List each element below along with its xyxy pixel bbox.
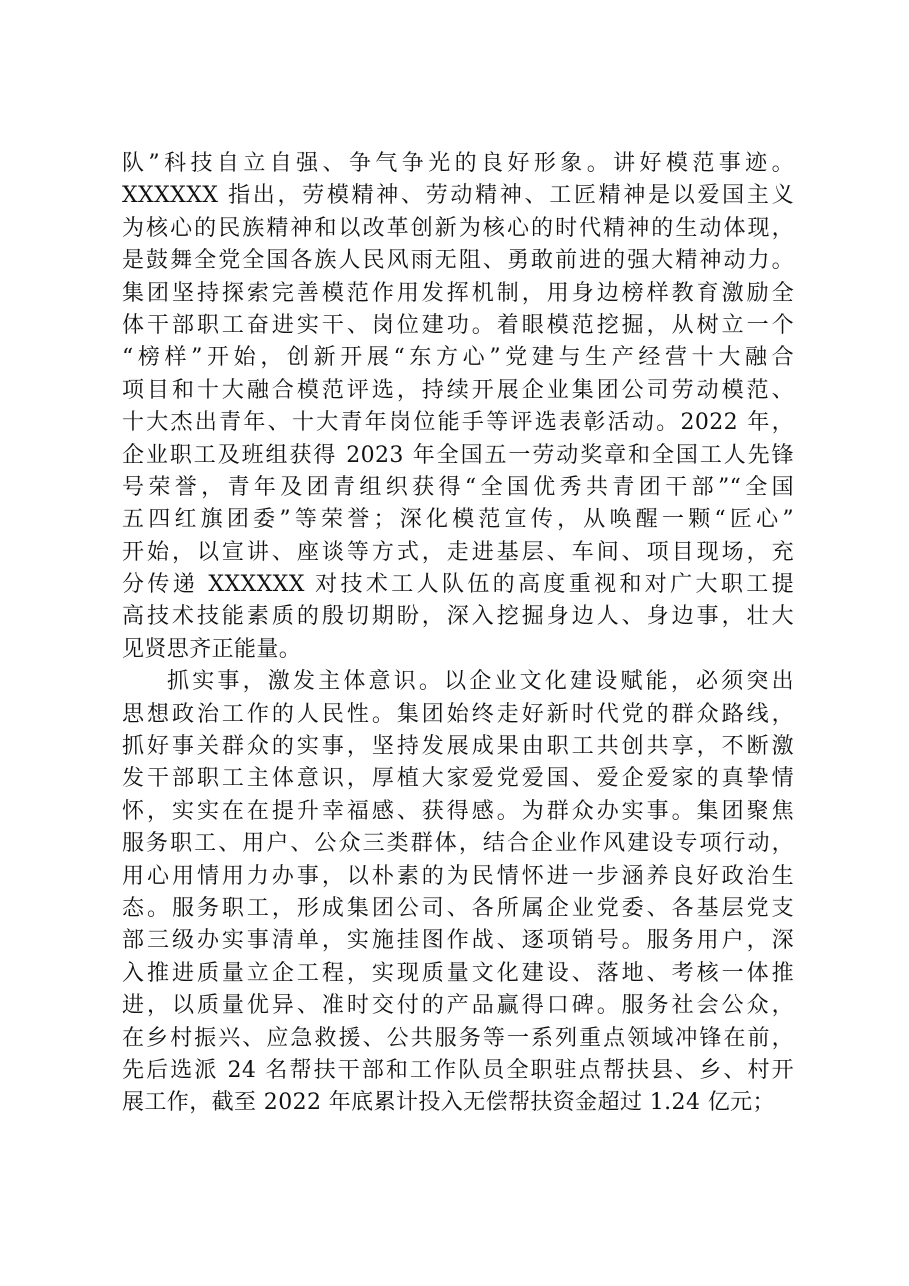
paragraph-2-line-7: 用心用情用力办事，以朴素的为民情怀进一步涵养良好政治生 [122, 863, 794, 889]
paragraph-2-line-4: 发干部职工主体意识，厚植大家爱党爱国、爱企爱家的真挚情 [122, 766, 794, 792]
paragraph-1-line-11: 号荣誉，青年及团青组织获得“全国优秀共青团干部”“全国 [122, 474, 794, 500]
paragraph-1-line-3: 为核心的民族精神和以改革创新为核心的时代精神的生动体现， [122, 215, 794, 241]
paragraph-1-line-15: 高技术技能素质的殷切期盼，深入挖掘身边人、身边事，壮大 [122, 604, 794, 630]
paragraph-2-line-3: 抓好事关群众的实事，坚持发展成果由职工共创共享，不断激 [122, 734, 794, 760]
paragraph-1-line-8: 项目和十大融合模范评选，持续开展企业集团公司劳动模范、 [122, 377, 794, 403]
paragraph-1-line-10: 企业职工及班组获得 2023 年全国五一劳动奖章和全国工人先锋 [122, 442, 794, 468]
paragraph-2-line-11: 进，以质量优异、准时交付的产品赢得口碑。服务社会公众， [122, 993, 794, 1019]
paragraph-1-line-5: 集团坚持探索完善模范作用发挥机制，用身边榜样教育激励全 [122, 280, 794, 306]
paragraph-2-line-5: 怀，实实在在提升幸福感、获得感。为群众办实事。集团聚焦 [122, 798, 794, 824]
paragraph-1-line-7: “榜样”开始，创新开展“东方心”党建与生产经营十大融合 [122, 345, 794, 371]
paragraph-1-line-1: 队”科技自立自强、争气争光的良好形象。讲好模范事迹。 [122, 151, 794, 176]
paragraph-2-line-14: 展工作，截至 2022 年底累计投入无偿帮扶资金超过 1.24 亿元； [122, 1090, 775, 1116]
paragraph-2-line-10: 入推进质量立企工程，实现质量文化建设、落地、考核一体推 [122, 960, 794, 986]
paragraph-2-line-12: 在乡村振兴、应急救援、公共服务等一系列重点领域冲锋在前， [122, 1025, 794, 1051]
paragraph-1-line-6: 体干部职工奋进实干、岗位建功。着眼模范挖掘，从树立一个 [122, 312, 794, 338]
paragraph-1-line-13: 开始，以宣讲、座谈等方式，走进基层、车间、项目现场，充 [122, 539, 794, 565]
paragraph-1-line-2: XXXXXX 指出，劳模精神、劳动精神、工匠精神是以爱国主义 [122, 183, 794, 209]
paragraph-1-line-12: 五四红旗团委”等荣誉；深化模范宣传，从唤醒一颗“匠心” [122, 507, 794, 533]
paragraph-2-line-2: 思想政治工作的人民性。集团始终走好新时代党的群众路线， [122, 701, 794, 727]
paragraph-2-line-9: 部三级办实事清单，实施挂图作战、逐项销号。服务用户，深 [122, 928, 794, 954]
paragraph-1-line-14: 分传递 XXXXXX 对技术工人队伍的高度重视和对广大职工提 [122, 572, 794, 598]
body-text [122, 148, 794, 1120]
paragraph-1-line-9: 十大杰出青年、十大青年岗位能手等评选表彰活动。2022 年， [122, 410, 794, 436]
paragraph-1-line-16: 见贤思齐正能量。 [122, 636, 302, 662]
paragraph-1-line-4: 是鼓舞全党全国各族人民风雨无阻、勇敢前进的强大精神动力。 [122, 248, 794, 274]
paragraph-2-line-6: 服务职工、用户、公众三类群体，结合企业作风建设专项行动， [122, 831, 794, 857]
paragraph-2-line-1: 抓实事，激发主体意识。以企业文化建设赋能，必须突出 [167, 669, 794, 695]
paragraph-2-line-8: 态。服务职工，形成集团公司、各所属企业党委、各基层党支 [122, 895, 794, 921]
paragraph-2-line-13: 先后选派 24 名帮扶干部和工作队员全职驻点帮扶县、乡、村开 [122, 1057, 794, 1083]
